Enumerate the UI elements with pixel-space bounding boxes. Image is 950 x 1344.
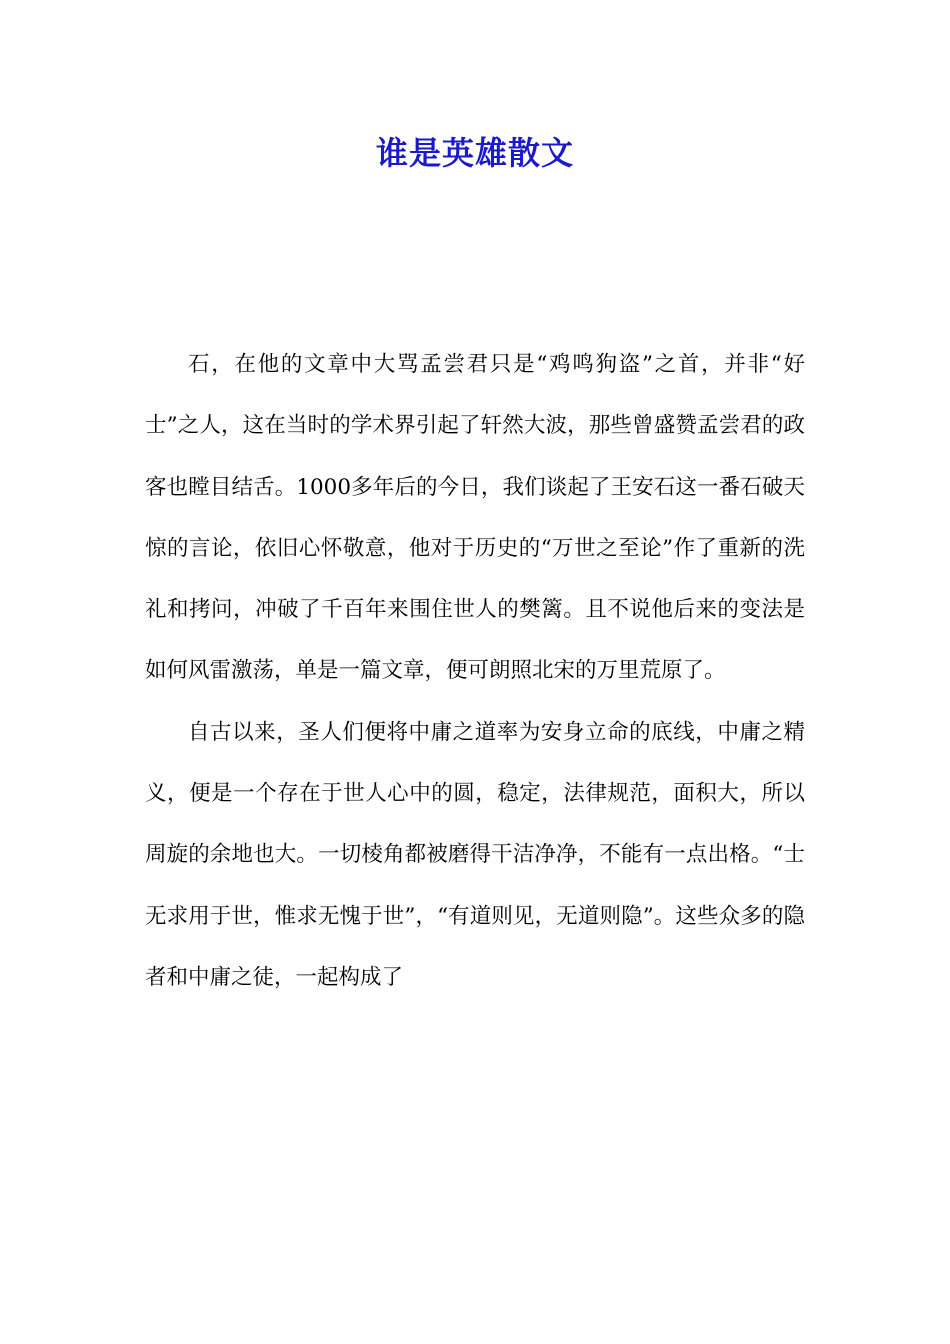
document-body: [145, 334, 805, 1008]
paragraph-2: 自古以来，圣人们便将中庸之道率为安身立命的底线，中庸之精义，便是一个存在于世人心中的圆，稳定，法律规范，面积大，所以周旋的余地也大。一切棱角都被磨得干洁净净，不能有一点出格。“士无求用于世，惟求无愧于世”，“有道则见，无道则隐”。这些众多的隐者和中庸之徒，一起构成了: [145, 719, 805, 990]
document-title: 谁是英雄散文: [375, 134, 574, 172]
paragraph-1: 石，在他的文章中大骂孟尝君只是“鸡鸣狗盗”之首，并非“好士”之人，这在当时的学术界引起了轩然大波，那些曾盛赞孟尝君的政客也瞠目结舌。1000多年后的今日，我们谈起了王安石这一番石破天惊的言论，依旧心怀敬意，他对于历史的“万世之至论”作了重新的洗礼和拷问，冲破了千百年来围住世人的樊篱。且不说他后来的变法是如何风雷激荡，单是一篇文章，便可朗照北宋的万里荒原了。: [145, 352, 805, 684]
